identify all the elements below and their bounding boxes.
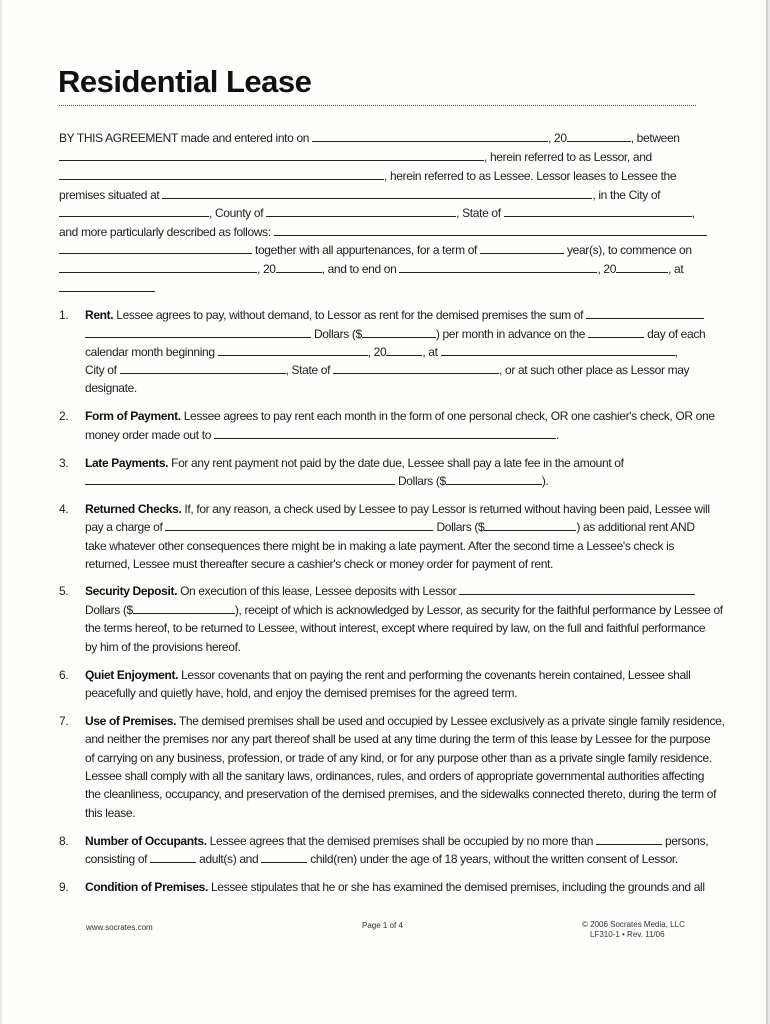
section-text: .: [556, 428, 559, 442]
returned-check-fee-words-field[interactable]: [165, 519, 433, 531]
section-8-line-2: [85, 851, 678, 867]
section-heading: Rent.: [85, 308, 114, 322]
end-year-field[interactable]: [616, 261, 668, 273]
intro-line-3: [59, 168, 676, 184]
intro-line-9: [59, 280, 155, 296]
deposit-words-field[interactable]: [459, 583, 695, 595]
section-number: 5.: [59, 584, 69, 598]
intro-line-8: [59, 261, 683, 277]
section-9-line-1: [85, 879, 705, 895]
intro-line-2: [59, 149, 652, 165]
section-7-line-3: of carrying on any business, profession, or trade of any kind, or for any purpose other than as a private single family residence.: [85, 751, 712, 765]
section-3-line-2: [85, 473, 548, 489]
section-text: adult(s) and: [199, 852, 259, 866]
section-1-line-2: [85, 326, 705, 342]
end-date-field[interactable]: [399, 261, 597, 273]
intro-text: , and to end on: [321, 262, 397, 276]
time-field[interactable]: [59, 280, 155, 292]
footer-copyright: © 2006 Socrates Media, LLC: [582, 920, 685, 929]
rent-amount-words-field-2[interactable]: [85, 326, 311, 338]
section-number: 7.: [59, 714, 69, 728]
section-6-line-1: [85, 667, 690, 683]
section-7-line-6: this lease.: [85, 806, 136, 820]
section-heading: Quiet Enjoyment.: [85, 668, 179, 682]
section-text: child(ren) under the age of 18 years, without the written consent of Lessor.: [310, 852, 678, 866]
premises-address-field[interactable]: [162, 187, 592, 199]
late-fee-amount-field[interactable]: [446, 473, 542, 485]
scan-edge: [766, 0, 768, 1024]
section-text: day of each: [647, 327, 706, 341]
section-7-line-5: the cleanliness, occupancy, and preservation of the demised premises, and the sidewalks connected thereto, during the term of: [85, 787, 717, 801]
rent-payment-address-field[interactable]: [441, 344, 675, 356]
section-5-line-4: by him of the provisions hereof.: [85, 640, 241, 654]
section-number: 4.: [59, 502, 69, 516]
section-text: For any rent payment not paid by the date due, Lessee shall pay a late fee in the amount of: [171, 456, 624, 470]
section-text: money order made out to: [85, 428, 212, 442]
section-6-line-2: peacefully and quietly have, hold, and enjoy the demised premises for the agreed term.: [85, 686, 518, 700]
section-text: Dollars ($: [397, 474, 446, 488]
section-8-line-1: [85, 833, 708, 849]
intro-text: ,: [691, 206, 695, 220]
section-text: Dollars ($: [313, 327, 362, 341]
section-1-line-5: designate.: [85, 381, 137, 395]
section-text: ) as additional rent AND: [576, 520, 695, 534]
children-count-field[interactable]: [261, 851, 307, 863]
section-number: 2.: [59, 409, 69, 423]
max-occupants-field[interactable]: [596, 833, 662, 845]
agreement-date-field[interactable]: [312, 130, 548, 142]
section-5-line-2: [85, 602, 723, 618]
title-divider: [59, 105, 696, 106]
rent-start-date-field[interactable]: [218, 344, 368, 356]
section-heading: Late Payments.: [85, 456, 169, 470]
term-years-field[interactable]: [480, 242, 564, 254]
section-7-line-4: Lessee shall comply with all the sanitary laws, ordinances, rules, and orders of appropriate governmental authorities affecting: [85, 769, 705, 783]
agreement-year-field[interactable]: [567, 130, 631, 142]
intro-line-1: [59, 130, 680, 146]
footer-form-id: LF310-1 • Rev. 11/06: [590, 930, 665, 939]
section-text: City of: [85, 363, 117, 377]
rent-due-day-field[interactable]: [588, 326, 644, 338]
intro-text: and more particularly described as follows:: [59, 225, 271, 239]
section-text: pay a charge of: [85, 520, 163, 534]
intro-line-6: [59, 224, 707, 240]
section-text: persons,: [665, 834, 709, 848]
section-7-line-1: [85, 713, 724, 729]
section-text: Lessee agrees to pay, without demand, to Lessor as rent for the demised premises the sum of: [116, 308, 584, 322]
section-heading: Number of Occupants.: [85, 834, 207, 848]
intro-text: , State of: [456, 206, 501, 220]
section-text: calendar month beginning: [85, 345, 215, 359]
rent-state-field[interactable]: [333, 362, 499, 374]
section-2-line-2: [85, 427, 559, 443]
intro-line-7: [59, 242, 692, 258]
section-5-line-1: [85, 583, 695, 599]
intro-text: , 20: [257, 262, 276, 276]
premises-description-field[interactable]: [274, 224, 707, 236]
section-text: Lessee stipulates that he or she has examined the demised premises, including the grounds and all: [210, 880, 705, 894]
payee-name-field[interactable]: [214, 427, 556, 439]
intro-text: BY THIS AGREEMENT made and entered into on: [59, 131, 310, 145]
late-fee-words-field[interactable]: [85, 473, 395, 485]
intro-text: , 20: [548, 131, 567, 145]
lessor-name-field[interactable]: [59, 149, 484, 161]
section-text: , State of: [285, 363, 331, 377]
section-heading: Use of Premises.: [85, 714, 177, 728]
section-4-line-4: returned, Lessee must thereafter secure a cashier's check or money order for payment of rent.: [85, 557, 553, 571]
section-1-line-1: [85, 307, 704, 323]
section-number: 1.: [59, 308, 69, 322]
rent-amount-words-field[interactable]: [586, 307, 704, 319]
section-number: 8.: [59, 834, 69, 848]
adults-count-field[interactable]: [150, 851, 196, 863]
footer-page-number: Page 1 of 4: [362, 921, 403, 930]
intro-text: , between: [630, 131, 680, 145]
section-4-line-3: take whatever other consequences there might be in making a late payment. After the second time a Lessee's check is: [85, 539, 675, 553]
section-7-line-2: and neither the premises nor any part thereof shall be used at any time during the term of this lease by Lessee for the purpose: [85, 732, 711, 746]
section-text: ,: [674, 345, 678, 359]
deposit-amount-field[interactable]: [133, 602, 235, 614]
rent-start-year-field[interactable]: [386, 344, 422, 356]
state-field[interactable]: [504, 205, 692, 217]
section-text: consisting of: [85, 852, 148, 866]
section-heading: Security Deposit.: [85, 584, 178, 598]
lease-page: [2, 0, 768, 1024]
section-number: 9.: [59, 880, 69, 894]
start-date-field[interactable]: [59, 261, 257, 273]
section-text: Dollars ($: [85, 603, 133, 617]
section-text: , 20: [367, 345, 387, 359]
section-text: , or at such other place as Lessor may: [499, 363, 690, 377]
intro-line-4: [59, 187, 660, 203]
intro-text: , County of: [209, 206, 264, 220]
section-text: Lessee agrees that the demised premises shall be occupied by no more than: [209, 834, 594, 848]
document-title: Residential Lease: [58, 64, 312, 99]
returned-check-fee-field[interactable]: [484, 519, 576, 531]
intro-text: , in the City of: [592, 188, 661, 202]
intro-line-5: [59, 205, 695, 221]
section-text: On execution of this lease, Lessee deposits with Lessor: [180, 584, 457, 598]
section-heading: Returned Checks.: [85, 502, 182, 516]
lessee-name-field[interactable]: [59, 168, 384, 180]
section-text: Lessee agrees to pay rent each month in the form of one personal check, OR one cashier's check, OR one: [183, 409, 715, 423]
section-heading: Form of Payment.: [85, 409, 181, 423]
section-text: ).: [541, 474, 549, 488]
section-number: 3.: [59, 456, 69, 470]
intro-text: , at: [668, 262, 684, 276]
intro-text: together with all appurtenances, for a term of: [254, 243, 478, 257]
section-4-line-2: [85, 519, 695, 535]
section-heading: Condition of Premises.: [85, 880, 208, 894]
section-4-line-1: [85, 501, 710, 517]
intro-text: , herein referred to as Lessor, and: [484, 150, 652, 164]
section-text: The demised premises shall be used and occupied by Lessee exclusively as a private single family residence,: [178, 714, 725, 728]
section-text: ), receipt of which is acknowledged by Lessor, as security for the faithful performance by Lessee of: [234, 603, 723, 617]
rent-city-field[interactable]: [120, 362, 286, 374]
section-5-line-3: the terms hereof, to be returned to Lessee, without interest, except where required by law, on the full and faithful performance: [85, 621, 706, 635]
county-field[interactable]: [266, 205, 456, 217]
footer-website: www.socrates.com: [86, 923, 153, 932]
section-2-line-1: [85, 408, 715, 424]
section-text: If, for any reason, a check used by Lessee to pay Lessor is returned without having been paid, Lessee will: [184, 502, 710, 516]
rent-amount-field[interactable]: [362, 326, 436, 338]
section-1-line-3: [85, 344, 678, 360]
intro-text: premises situated at: [59, 188, 160, 202]
section-number: 6.: [59, 668, 69, 682]
section-1-line-4: [85, 362, 689, 378]
section-3-line-1: [85, 455, 624, 471]
premises-description-field-2[interactable]: [59, 242, 252, 254]
section-text: Dollars ($: [436, 520, 485, 534]
section-text: Lessor covenants that on paying the rent and performing the covenants herein contained, Lessee shall: [181, 668, 691, 682]
section-text: , at: [422, 345, 438, 359]
city-field[interactable]: [59, 205, 209, 217]
intro-text: , 20: [597, 262, 617, 276]
start-year-field[interactable]: [276, 261, 322, 273]
intro-text: year(s), to commence on: [567, 243, 692, 257]
intro-text: , herein referred to as Lessee. Lessor leases to Lessee the: [384, 169, 677, 183]
section-text: ) per month in advance on the: [435, 327, 586, 341]
